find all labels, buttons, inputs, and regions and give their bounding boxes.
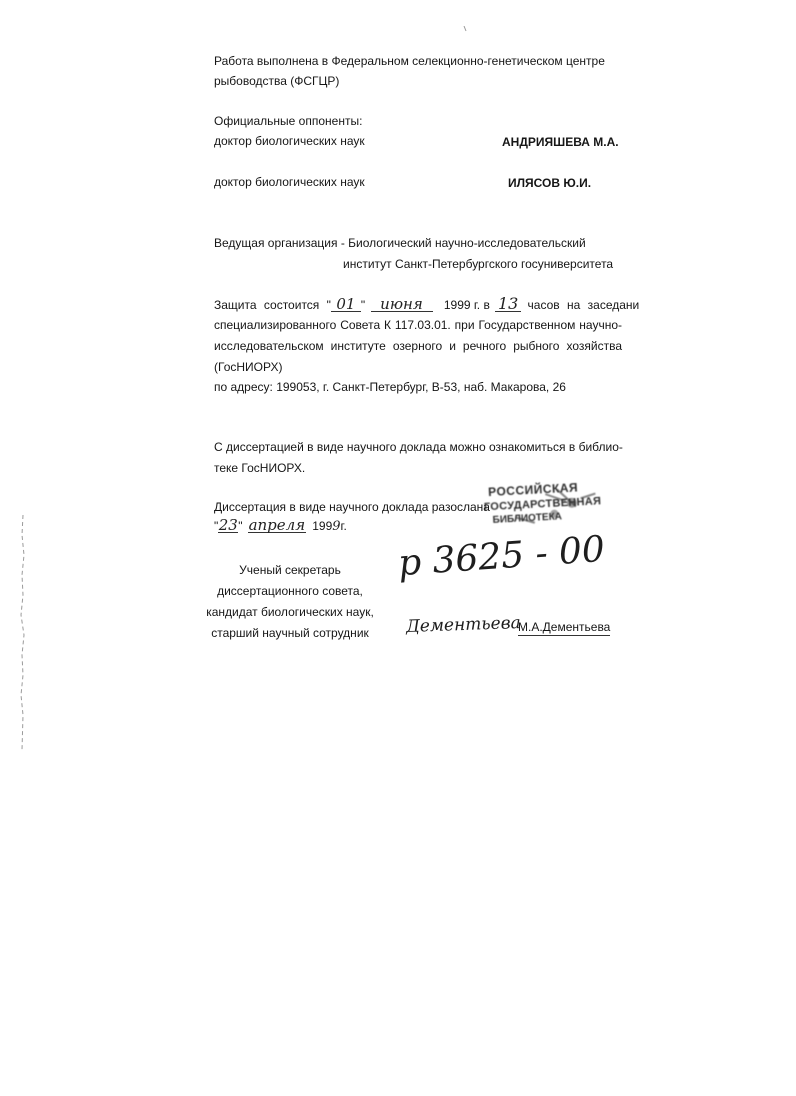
stamp-smudge [485, 479, 612, 535]
handwritten-code: р 3625 - 00 [396, 528, 607, 585]
defense-line-3: исследовательском институте озерного и речного рыбного хозяйства [214, 339, 622, 353]
stamp-line-2: ГОСУДАРСТВЕННАЯ [483, 495, 602, 514]
secretary-name: М.А.Дементьева [518, 620, 611, 634]
defense-day-handwritten: 01 [331, 297, 361, 312]
stamp-line-1: РОССИЙСКАЯ [487, 480, 579, 500]
secretary-title-line-4: старший научный сотрудник [211, 626, 369, 640]
mailing-quote-close: " [238, 519, 243, 533]
secretary-title-line-1: Ученый секретарь [239, 563, 341, 577]
defense-month-handwritten: июня [371, 297, 433, 312]
opponent-2-name: ИЛЯСОВ Ю.И. [508, 176, 592, 190]
defense-word-zasedan: заседани [587, 298, 640, 312]
mailing-year-suffix: г. [340, 519, 347, 533]
opponent-2-degree: доктор биологических наук [214, 175, 365, 189]
mailing-year-handwritten: 9 [332, 519, 341, 534]
defense-quote-close: " [360, 298, 366, 312]
defense-word-chasov: часов [527, 298, 560, 312]
opponent-1-name: АНДРИЯШЕВА М.А. [502, 135, 619, 149]
secretary-signature: Дементьева [405, 613, 522, 637]
defense-word-sostoitsya: состоится [263, 298, 320, 312]
defense-year: 1999 г. в [443, 298, 490, 312]
secretary-title-line-2: диссертационного совета, [217, 584, 363, 598]
scan-edge-artifact [18, 515, 28, 750]
defense-word-zashchita: Защита [214, 298, 257, 312]
lead-org-line-1: Ведущая организация - Биологический научно-исследовательский [214, 236, 586, 250]
lead-org-line-2: институт Санкт-Петербургского госуниверситета [343, 257, 614, 271]
secretary-title-line-3: кандидат биологических наук, [206, 605, 374, 619]
defense-quote-open: " [326, 298, 331, 312]
mailing-month-handwritten: апреля [248, 516, 306, 534]
institution-line-2: рыбоводства (ФСГЦР) [214, 74, 340, 88]
defense-line-4: (ГосНИОРХ) [214, 360, 283, 374]
mailing-quote-open: " [214, 519, 219, 533]
mailing-date [214, 518, 347, 534]
scan-dust [463, 26, 467, 32]
opponent-1-degree: доктор биологических наук [214, 134, 365, 148]
defense-word-na: на [566, 298, 581, 312]
opponents-heading: Официальные оппоненты: [214, 114, 363, 128]
secretary-title [200, 560, 380, 644]
defense-line-1 [214, 294, 640, 313]
familiarize-line-1: С диссертацией в виде научного доклада можно ознакомиться в библио- [214, 440, 623, 454]
defense-address: по адресу: 199053, г. Санкт-Петербург, В-53, наб. Макарова, 26 [214, 380, 566, 394]
mailing-day-handwritten: 23 [218, 516, 238, 534]
familiarize-line-2: теке ГосНИОРХ. [214, 461, 306, 475]
defense-line-2: специализированного Совета К 117.03.01. при Государственном научно- [214, 318, 622, 332]
institution-line-1: Работа выполнена в Федеральном селекционно-генетическом центре [214, 54, 605, 68]
mailing-year-prefix: 199 [312, 519, 333, 533]
defense-hour-handwritten: 13 [495, 297, 521, 312]
library-stamp [485, 479, 612, 535]
mailing-line-1: Диссертация в виде научного доклада разослана [214, 500, 490, 514]
stamp-line-3: БИБЛИОТЕКА [492, 511, 563, 526]
